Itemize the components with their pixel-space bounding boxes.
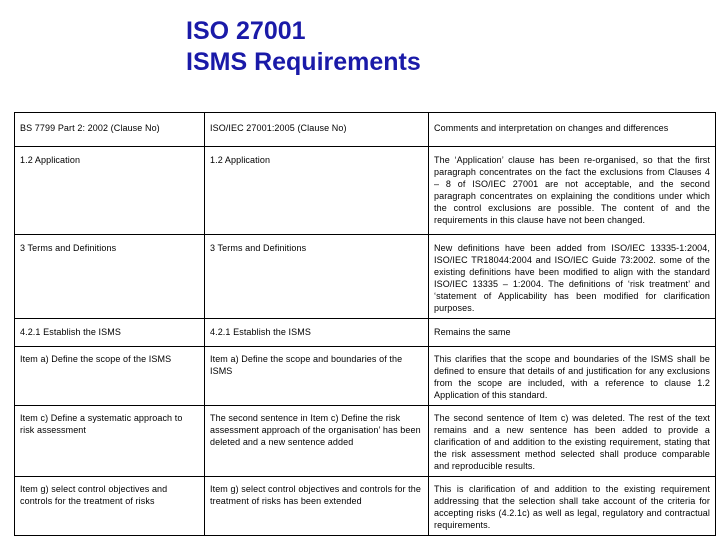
table-row xyxy=(15,477,716,536)
table-row xyxy=(15,147,716,235)
cell-comments: Remains the same xyxy=(429,319,716,347)
cell-comments: The ‘Application’ clause has been re-organised, so that the first paragraph concentrates on the fact the exclusions from Clauses 4 – 8 of ISO/IEC 27001 are not acceptable, and the second paragraph concentrates on explaining the conditions under which the control exclusions are possible. The content of and the requirements in this clause have not been changed. xyxy=(429,147,716,235)
cell-bs7799: 4.2.1 Establish the ISMS xyxy=(15,319,205,347)
cell-iso27001: 3 Terms and Definitions xyxy=(205,235,429,319)
title-line-2: ISMS Requirements xyxy=(186,48,421,76)
cell-iso27001: 4.2.1 Establish the ISMS xyxy=(205,319,429,347)
requirements-table xyxy=(14,112,716,536)
cell-iso27001: 1.2 Application xyxy=(205,147,429,235)
table-row xyxy=(15,319,716,347)
table-row xyxy=(15,347,716,406)
cell-comments: This clarifies that the scope and boundaries of the ISMS shall be defined to ensure that details of and justification for any exclusions from the scope are included, with a reference to clause 1.2 Application of this standard. xyxy=(429,347,716,406)
header-bs7799: BS 7799 Part 2: 2002 (Clause No) xyxy=(15,113,205,147)
title-line-1: ISO 27001 xyxy=(186,17,306,45)
header-iso27001: ISO/IEC 27001:2005 (Clause No) xyxy=(205,113,429,147)
table-header-row xyxy=(15,113,716,147)
table-row xyxy=(15,235,716,319)
cell-bs7799: 1.2 Application xyxy=(15,147,205,235)
table-row xyxy=(15,406,716,477)
cell-comments: This is clarification of and addition to the existing requirement addressing that the selection shall take account of the criteria for accepting risks (4.2.1c) as well as legal, regulatory and contractual requirements. xyxy=(429,477,716,536)
cell-bs7799: Item a) Define the scope of the ISMS xyxy=(15,347,205,406)
slide-title xyxy=(186,16,421,78)
cell-iso27001: Item a) Define the scope and boundaries of the ISMS xyxy=(205,347,429,406)
cell-bs7799: Item c) Define a systematic approach to risk assessment xyxy=(15,406,205,477)
cell-comments: New definitions have been added from ISO/IEC 13335-1:2004, ISO/IEC TR18044:2004 and ISO/IEC Guide 73:2002. some of the existing definitions have been modified to align with the standard ISO/IEC 13335 – 1:2004. The definitions of ‘risk treatment’ and ‘statement of Applicability has been modified for clarification purposes. xyxy=(429,235,716,319)
cell-bs7799: Item g) select control objectives and controls for the treatment of risks xyxy=(15,477,205,536)
cell-bs7799: 3 Terms and Definitions xyxy=(15,235,205,319)
cell-comments: The second sentence of Item c) was deleted. The rest of the text remains and a new sentence has been added to provide a clarification of and addition to the existing requirement, stating that the risk assessment method selected shall produce comparable and reproducible results. xyxy=(429,406,716,477)
header-comments: Comments and interpretation on changes and differences xyxy=(429,113,716,147)
cell-iso27001: Item g) select control objectives and controls for the treatment of risks has been extended xyxy=(205,477,429,536)
cell-iso27001: The second sentence in Item c) Define the risk assessment approach of the organisation’ has been deleted and a new sentence added xyxy=(205,406,429,477)
